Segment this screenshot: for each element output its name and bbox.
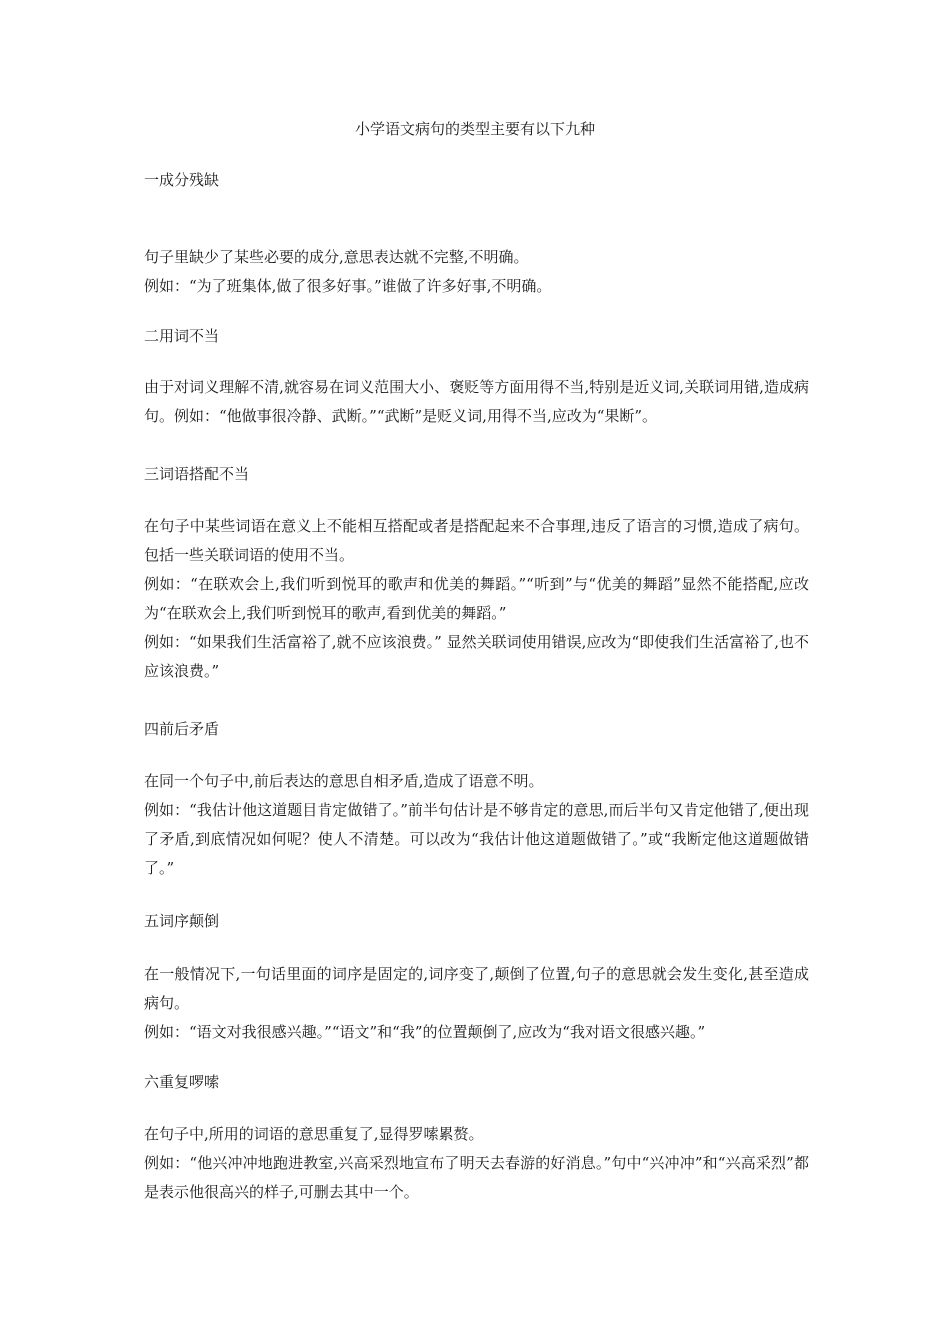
document-title: 小学语文病句的类型主要有以下九种 (354, 120, 595, 138)
section-6-paragraph-1: 在句子中,所用的词语的意思重复了,显得罗嗦累赘。 (144, 1125, 484, 1143)
section-3-paragraph-3: 例如：“如果我们生活富裕了,就不应该浪费。” 显然关联词使用错误,应改为“即使我们生活富裕了,也不应该浪费。” (144, 633, 809, 680)
section-5-paragraph-1: 在一般情况下,一句话里面的词序是固定的,词序变了,颠倒了位置,句子的意思就会发生变化,甚至造成病句。 (144, 965, 809, 1012)
section-1-paragraph-2: 例如：“为了班集体,做了很多好事。”谁做了许多好事,不明确。 (144, 277, 552, 295)
section-heading-4: 四前后矛盾 (144, 720, 220, 738)
section-heading-5: 五词序颠倒 (144, 912, 220, 930)
section-heading-3: 三词语搭配不当 (144, 465, 250, 483)
section-4-paragraph-1: 在同一个句子中,前后表达的意思自相矛盾,造成了语意不明。 (144, 772, 544, 790)
section-heading-6: 六重复啰嗦 (144, 1073, 220, 1091)
section-heading-1: 一成分残缺 (144, 171, 220, 189)
section-heading-2: 二用词不当 (144, 327, 220, 345)
section-3-paragraph-2: 例如：“在联欢会上,我们听到悦耳的歌声和优美的舞蹈。”“听到”与“优美的舞蹈”显然不能搭配,应改为“在联欢会上,我们听到悦耳的歌声,看到优美的舞蹈。” (144, 575, 809, 622)
section-4-paragraph-2: 例如：“我估计他这道题目肯定做错了。”前半句估计是不够肯定的意思,而后半句又肯定他错了,便出现了矛盾,到底情况如何呢？使人不清楚。可以改为“我估计他这道题做错了。”或“我断定他这道题做错了。” (144, 801, 809, 877)
section-3-paragraph-1: 在句子中某些词语在意义上不能相互搭配或者是搭配起来不合事理,违反了语言的习惯,造成了病句。包括一些关联词语的使用不当。 (144, 517, 809, 564)
section-5-paragraph-2: 例如：“语文对我很感兴趣。”“语文”和“我”的位置颠倒了,应改为“我对语文很感兴趣。” (144, 1023, 706, 1041)
section-6-paragraph-2: 例如：“他兴冲冲地跑进教室,兴高采烈地宣布了明天去春游的好消息。”句中“兴冲冲”和“兴高采烈”都是表示他很高兴的样子,可删去其中一个。 (144, 1154, 809, 1201)
section-1-paragraph-1: 句子里缺少了某些必要的成分,意思表达就不完整,不明确。 (144, 248, 529, 266)
section-2-paragraph-1: 由于对词义理解不清,就容易在词义范围大小、褒贬等方面用得不当,特别是近义词,关联词用错,造成病句。例如：“他做事很冷静、武断。”“武断”是贬义词,用得不当,应改为“果断”。 (144, 378, 809, 425)
